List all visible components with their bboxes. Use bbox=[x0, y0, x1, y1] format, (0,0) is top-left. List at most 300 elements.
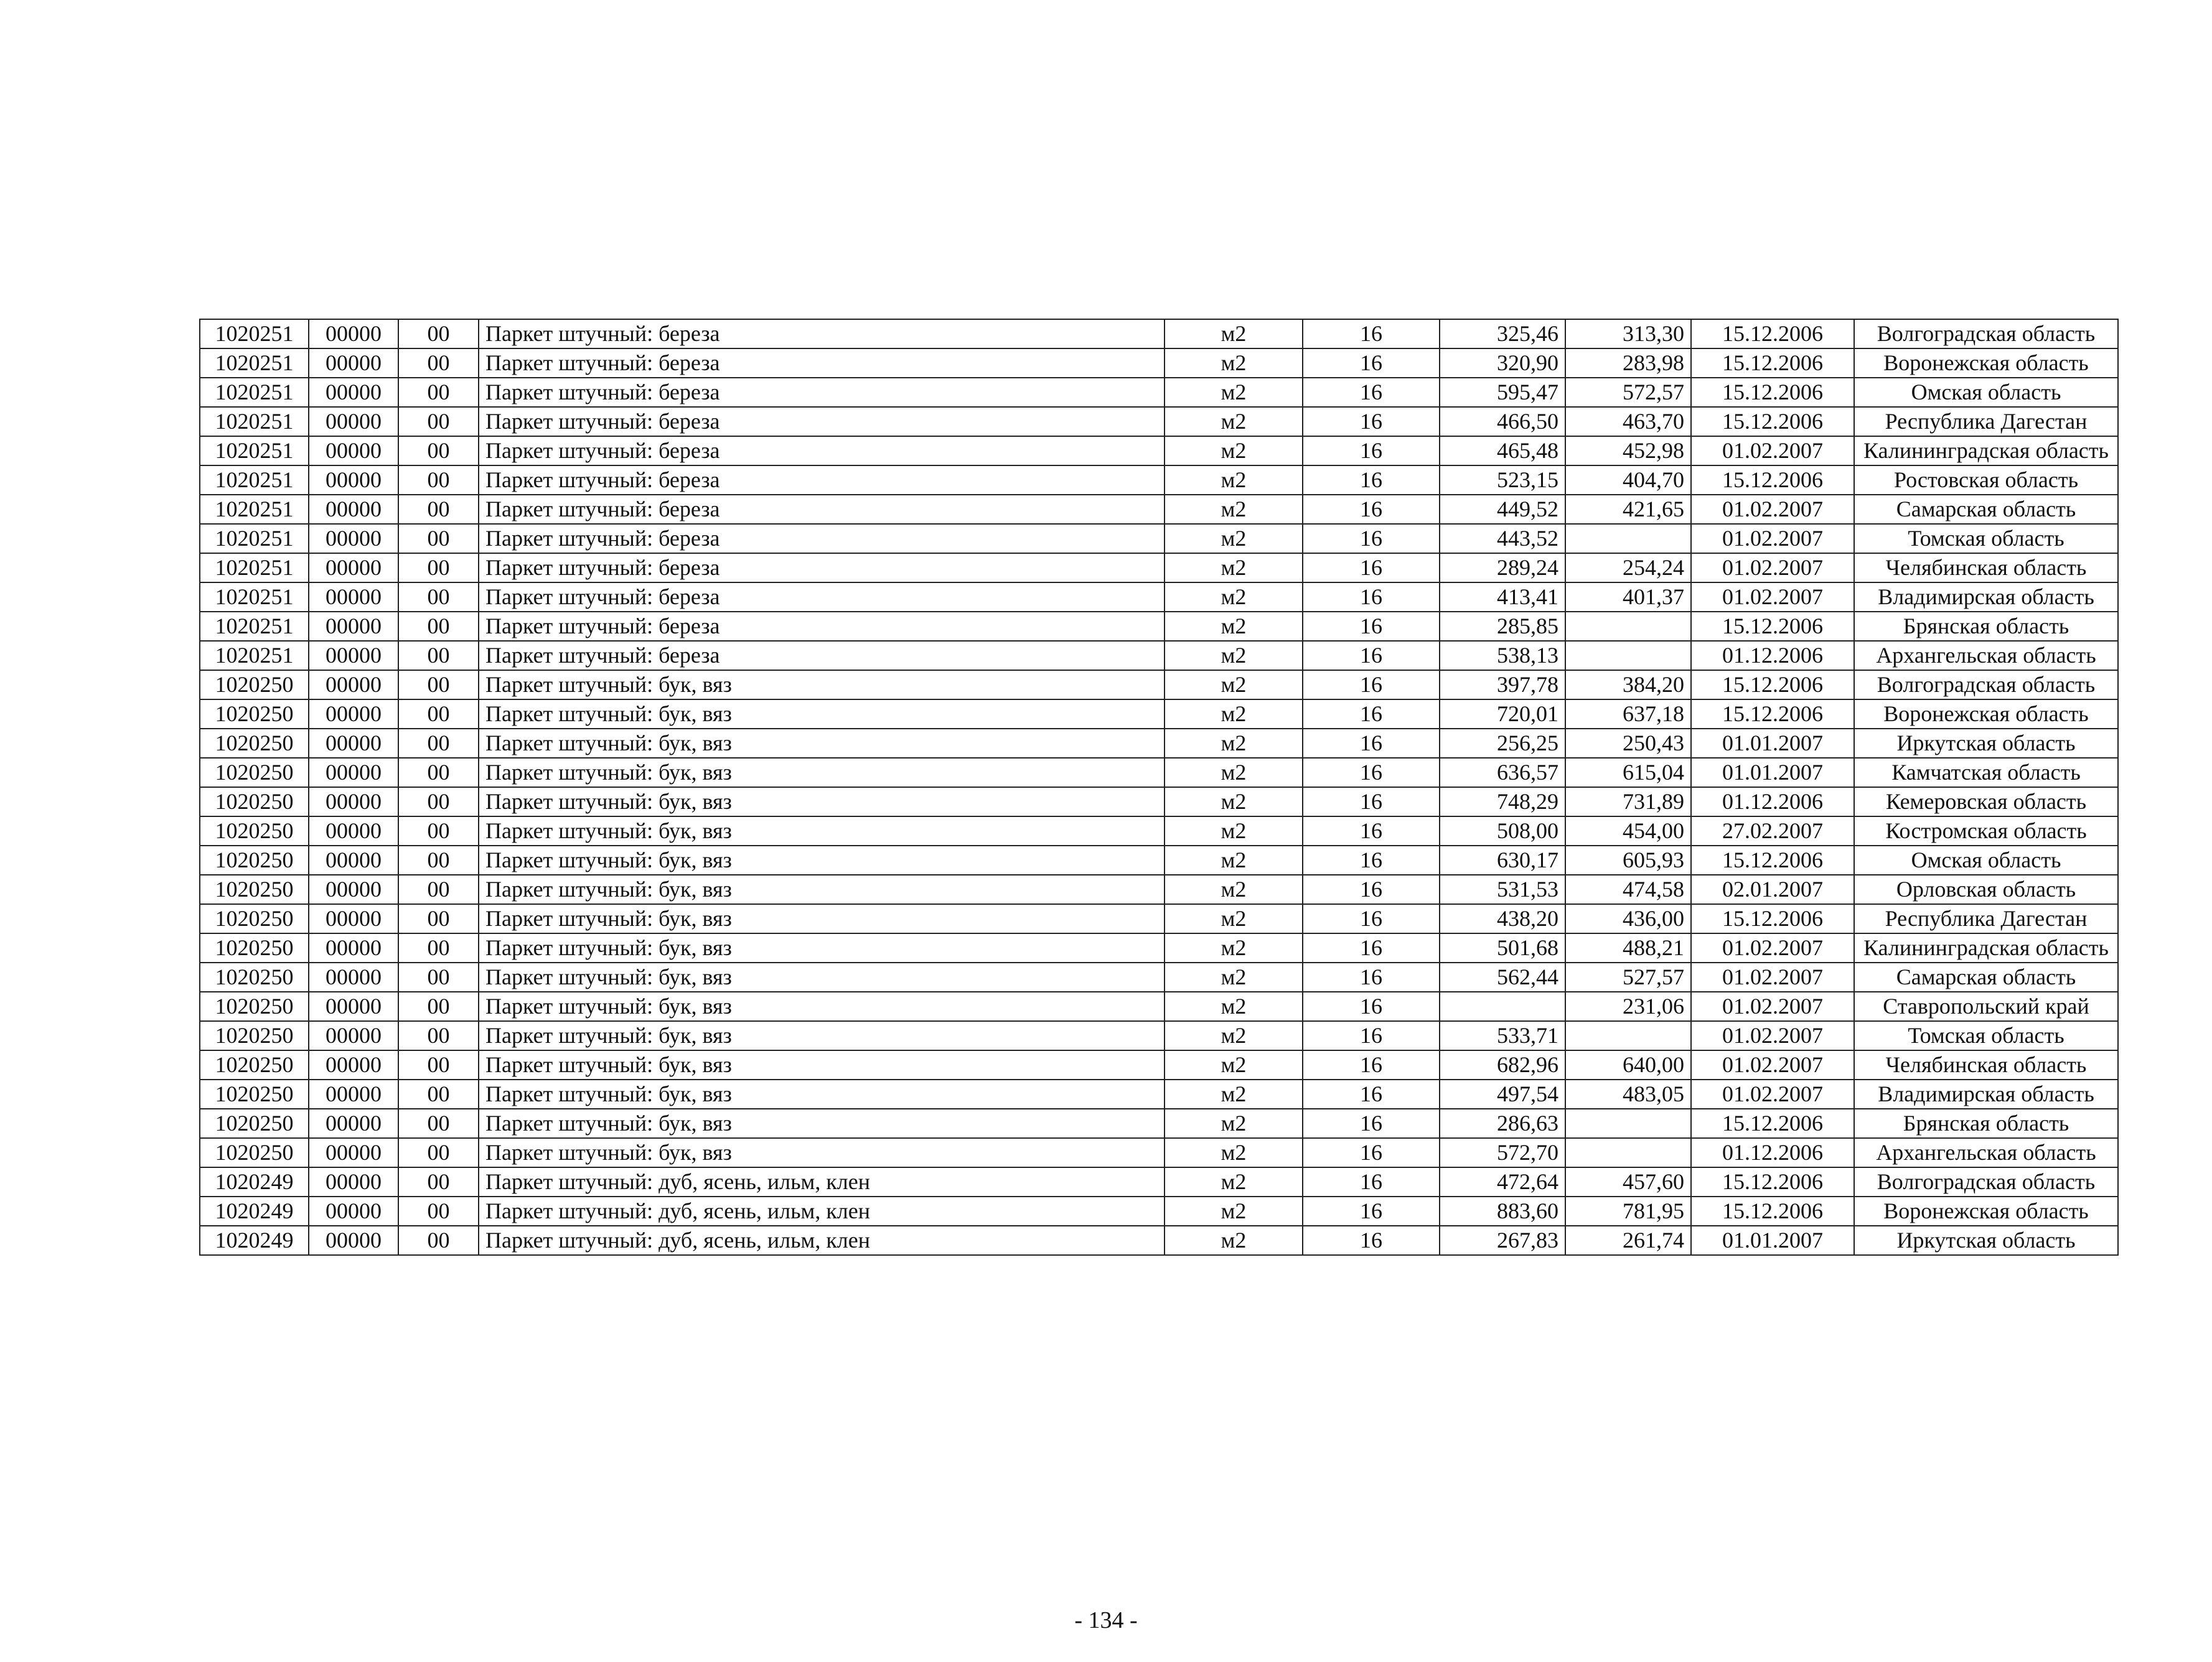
cell-price-1: 630,17 bbox=[1440, 846, 1565, 875]
cell-code: 1020251 bbox=[200, 612, 309, 641]
table-row bbox=[200, 904, 2118, 933]
cell-subcode: 00000 bbox=[309, 758, 398, 787]
cell-quantity: 16 bbox=[1303, 1050, 1440, 1080]
cell-code: 1020251 bbox=[200, 465, 309, 495]
cell-unit: м2 bbox=[1165, 1080, 1303, 1109]
cell-name: Паркет штучный: бук, вяз bbox=[479, 1080, 1165, 1109]
cell-subcode: 00000 bbox=[309, 904, 398, 933]
cell-subcode: 00000 bbox=[309, 729, 398, 758]
table-row bbox=[200, 553, 2118, 582]
table-row bbox=[200, 1080, 2118, 1109]
cell-date: 01.02.2007 bbox=[1691, 553, 1854, 582]
cell-date: 01.01.2007 bbox=[1691, 758, 1854, 787]
cell-price-2: 454,00 bbox=[1565, 816, 1691, 846]
cell-price-2: 637,18 bbox=[1565, 699, 1691, 729]
cell-name: Паркет штучный: бук, вяз bbox=[479, 875, 1165, 904]
cell-subcode: 00000 bbox=[309, 670, 398, 699]
cell-code: 1020250 bbox=[200, 787, 309, 816]
cell-suffix: 00 bbox=[398, 582, 479, 612]
table-row bbox=[200, 846, 2118, 875]
cell-region: Калининградская область bbox=[1854, 436, 2118, 465]
cell-quantity: 16 bbox=[1303, 582, 1440, 612]
page-number: - 134 - bbox=[1074, 1607, 1138, 1633]
cell-region: Омская область bbox=[1854, 378, 2118, 407]
cell-quantity: 16 bbox=[1303, 963, 1440, 992]
cell-date: 15.12.2006 bbox=[1691, 319, 1854, 348]
cell-unit: м2 bbox=[1165, 1050, 1303, 1080]
table-row bbox=[200, 992, 2118, 1021]
table-row bbox=[200, 1167, 2118, 1197]
cell-suffix: 00 bbox=[398, 436, 479, 465]
cell-code: 1020249 bbox=[200, 1197, 309, 1226]
cell-subcode: 00000 bbox=[309, 465, 398, 495]
table-row bbox=[200, 348, 2118, 378]
cell-price-2: 421,65 bbox=[1565, 495, 1691, 524]
cell-subcode: 00000 bbox=[309, 1138, 398, 1167]
cell-subcode: 00000 bbox=[309, 1197, 398, 1226]
cell-subcode: 00000 bbox=[309, 641, 398, 670]
cell-unit: м2 bbox=[1165, 582, 1303, 612]
cell-price-1: 466,50 bbox=[1440, 407, 1565, 436]
cell-unit: м2 bbox=[1165, 436, 1303, 465]
cell-price-2: 615,04 bbox=[1565, 758, 1691, 787]
cell-date: 15.12.2006 bbox=[1691, 612, 1854, 641]
cell-unit: м2 bbox=[1165, 1197, 1303, 1226]
cell-region: Костромская область bbox=[1854, 816, 2118, 846]
cell-suffix: 00 bbox=[398, 553, 479, 582]
cell-date: 01.02.2007 bbox=[1691, 495, 1854, 524]
cell-date: 27.02.2007 bbox=[1691, 816, 1854, 846]
cell-quantity: 16 bbox=[1303, 1109, 1440, 1138]
cell-unit: м2 bbox=[1165, 1167, 1303, 1197]
cell-date: 15.12.2006 bbox=[1691, 348, 1854, 378]
cell-price-2: 572,57 bbox=[1565, 378, 1691, 407]
cell-subcode: 00000 bbox=[309, 992, 398, 1021]
cell-region: Челябинская область bbox=[1854, 1050, 2118, 1080]
cell-price-2: 463,70 bbox=[1565, 407, 1691, 436]
cell-region: Иркутская область bbox=[1854, 729, 2118, 758]
cell-subcode: 00000 bbox=[309, 348, 398, 378]
cell-quantity: 16 bbox=[1303, 787, 1440, 816]
cell-quantity: 16 bbox=[1303, 378, 1440, 407]
cell-date: 15.12.2006 bbox=[1691, 407, 1854, 436]
cell-suffix: 00 bbox=[398, 1050, 479, 1080]
cell-price-2 bbox=[1565, 1109, 1691, 1138]
cell-price-1: 508,00 bbox=[1440, 816, 1565, 846]
cell-price-1: 720,01 bbox=[1440, 699, 1565, 729]
cell-region: Республика Дагестан bbox=[1854, 904, 2118, 933]
cell-region: Омская область bbox=[1854, 846, 2118, 875]
cell-name: Паркет штучный: береза bbox=[479, 495, 1165, 524]
cell-unit: м2 bbox=[1165, 553, 1303, 582]
cell-suffix: 00 bbox=[398, 729, 479, 758]
cell-price-1: 501,68 bbox=[1440, 933, 1565, 963]
cell-unit: м2 bbox=[1165, 963, 1303, 992]
cell-name: Паркет штучный: бук, вяз bbox=[479, 933, 1165, 963]
cell-name: Паркет штучный: береза bbox=[479, 641, 1165, 670]
cell-name: Паркет штучный: дуб, ясень, ильм, клен bbox=[479, 1167, 1165, 1197]
cell-region: Челябинская область bbox=[1854, 553, 2118, 582]
cell-suffix: 00 bbox=[398, 670, 479, 699]
cell-date: 01.02.2007 bbox=[1691, 1021, 1854, 1050]
cell-region: Томская область bbox=[1854, 1021, 2118, 1050]
cell-price-2 bbox=[1565, 1021, 1691, 1050]
cell-code: 1020251 bbox=[200, 436, 309, 465]
cell-unit: м2 bbox=[1165, 465, 1303, 495]
cell-subcode: 00000 bbox=[309, 1050, 398, 1080]
cell-unit: м2 bbox=[1165, 904, 1303, 933]
cell-region: Волгоградская область bbox=[1854, 670, 2118, 699]
cell-price-2 bbox=[1565, 641, 1691, 670]
cell-price-1: 397,78 bbox=[1440, 670, 1565, 699]
cell-suffix: 00 bbox=[398, 992, 479, 1021]
cell-code: 1020250 bbox=[200, 1050, 309, 1080]
cell-price-1: 572,70 bbox=[1440, 1138, 1565, 1167]
cell-suffix: 00 bbox=[398, 348, 479, 378]
cell-name: Паркет штучный: береза bbox=[479, 582, 1165, 612]
cell-quantity: 16 bbox=[1303, 670, 1440, 699]
cell-date: 15.12.2006 bbox=[1691, 378, 1854, 407]
cell-price-1: 438,20 bbox=[1440, 904, 1565, 933]
table-row bbox=[200, 495, 2118, 524]
cell-price-2: 384,20 bbox=[1565, 670, 1691, 699]
cell-name: Паркет штучный: бук, вяз bbox=[479, 699, 1165, 729]
cell-subcode: 00000 bbox=[309, 1109, 398, 1138]
cell-price-1: 531,53 bbox=[1440, 875, 1565, 904]
cell-date: 15.12.2006 bbox=[1691, 846, 1854, 875]
cell-unit: м2 bbox=[1165, 1226, 1303, 1255]
cell-suffix: 00 bbox=[398, 641, 479, 670]
cell-date: 15.12.2006 bbox=[1691, 1167, 1854, 1197]
cell-subcode: 00000 bbox=[309, 436, 398, 465]
cell-code: 1020250 bbox=[200, 1109, 309, 1138]
cell-date: 15.12.2006 bbox=[1691, 904, 1854, 933]
cell-name: Паркет штучный: бук, вяз bbox=[479, 816, 1165, 846]
cell-code: 1020250 bbox=[200, 875, 309, 904]
cell-price-2: 474,58 bbox=[1565, 875, 1691, 904]
cell-date: 01.02.2007 bbox=[1691, 963, 1854, 992]
cell-unit: м2 bbox=[1165, 670, 1303, 699]
cell-price-2: 605,93 bbox=[1565, 846, 1691, 875]
cell-unit: м2 bbox=[1165, 1138, 1303, 1167]
cell-region: Владимирская область bbox=[1854, 1080, 2118, 1109]
price-table bbox=[199, 319, 2119, 1256]
cell-price-1: 497,54 bbox=[1440, 1080, 1565, 1109]
cell-price-2: 254,24 bbox=[1565, 553, 1691, 582]
cell-date: 01.02.2007 bbox=[1691, 436, 1854, 465]
cell-suffix: 00 bbox=[398, 758, 479, 787]
cell-unit: м2 bbox=[1165, 758, 1303, 787]
cell-price-1: 562,44 bbox=[1440, 963, 1565, 992]
cell-date: 15.12.2006 bbox=[1691, 670, 1854, 699]
cell-suffix: 00 bbox=[398, 612, 479, 641]
cell-code: 1020250 bbox=[200, 1021, 309, 1050]
cell-quantity: 16 bbox=[1303, 348, 1440, 378]
cell-price-2: 404,70 bbox=[1565, 465, 1691, 495]
cell-price-1: 325,46 bbox=[1440, 319, 1565, 348]
cell-region: Калининградская область bbox=[1854, 933, 2118, 963]
table-row bbox=[200, 933, 2118, 963]
table-row bbox=[200, 963, 2118, 992]
cell-price-1: 595,47 bbox=[1440, 378, 1565, 407]
cell-suffix: 00 bbox=[398, 407, 479, 436]
cell-price-2: 731,89 bbox=[1565, 787, 1691, 816]
table-row bbox=[200, 465, 2118, 495]
cell-unit: м2 bbox=[1165, 1109, 1303, 1138]
cell-code: 1020250 bbox=[200, 729, 309, 758]
cell-price-1: 533,71 bbox=[1440, 1021, 1565, 1050]
cell-price-2: 261,74 bbox=[1565, 1226, 1691, 1255]
cell-price-1: 636,57 bbox=[1440, 758, 1565, 787]
cell-subcode: 00000 bbox=[309, 963, 398, 992]
cell-subcode: 00000 bbox=[309, 524, 398, 553]
cell-suffix: 00 bbox=[398, 846, 479, 875]
cell-code: 1020250 bbox=[200, 963, 309, 992]
cell-quantity: 16 bbox=[1303, 612, 1440, 641]
cell-subcode: 00000 bbox=[309, 846, 398, 875]
cell-code: 1020251 bbox=[200, 553, 309, 582]
cell-date: 01.02.2007 bbox=[1691, 933, 1854, 963]
cell-unit: м2 bbox=[1165, 787, 1303, 816]
cell-code: 1020249 bbox=[200, 1167, 309, 1197]
cell-code: 1020249 bbox=[200, 1226, 309, 1255]
cell-unit: м2 bbox=[1165, 875, 1303, 904]
cell-quantity: 16 bbox=[1303, 495, 1440, 524]
cell-suffix: 00 bbox=[398, 1080, 479, 1109]
cell-name: Паркет штучный: береза bbox=[479, 553, 1165, 582]
cell-price-1: 472,64 bbox=[1440, 1167, 1565, 1197]
cell-unit: м2 bbox=[1165, 933, 1303, 963]
cell-name: Паркет штучный: береза bbox=[479, 465, 1165, 495]
table-row bbox=[200, 612, 2118, 641]
cell-name: Паркет штучный: бук, вяз bbox=[479, 729, 1165, 758]
cell-region: Орловская область bbox=[1854, 875, 2118, 904]
cell-name: Паркет штучный: береза bbox=[479, 378, 1165, 407]
cell-region: Архангельская область bbox=[1854, 1138, 2118, 1167]
cell-price-2 bbox=[1565, 612, 1691, 641]
table-row bbox=[200, 1021, 2118, 1050]
cell-region: Республика Дагестан bbox=[1854, 407, 2118, 436]
cell-name: Паркет штучный: дуб, ясень, ильм, клен bbox=[479, 1226, 1165, 1255]
cell-code: 1020251 bbox=[200, 319, 309, 348]
cell-quantity: 16 bbox=[1303, 1080, 1440, 1109]
cell-code: 1020250 bbox=[200, 816, 309, 846]
cell-subcode: 00000 bbox=[309, 378, 398, 407]
cell-unit: м2 bbox=[1165, 992, 1303, 1021]
cell-name: Паркет штучный: бук, вяз bbox=[479, 1109, 1165, 1138]
cell-name: Паркет штучный: бук, вяз bbox=[479, 992, 1165, 1021]
cell-price-2: 483,05 bbox=[1565, 1080, 1691, 1109]
cell-date: 15.12.2006 bbox=[1691, 1197, 1854, 1226]
cell-date: 02.01.2007 bbox=[1691, 875, 1854, 904]
cell-price-2: 231,06 bbox=[1565, 992, 1691, 1021]
cell-date: 01.01.2007 bbox=[1691, 729, 1854, 758]
cell-price-1: 883,60 bbox=[1440, 1197, 1565, 1226]
cell-price-1: 413,41 bbox=[1440, 582, 1565, 612]
cell-price-1: 256,25 bbox=[1440, 729, 1565, 758]
cell-suffix: 00 bbox=[398, 524, 479, 553]
cell-name: Паркет штучный: бук, вяз bbox=[479, 1021, 1165, 1050]
cell-date: 01.12.2006 bbox=[1691, 1138, 1854, 1167]
cell-code: 1020250 bbox=[200, 992, 309, 1021]
cell-price-2 bbox=[1565, 1138, 1691, 1167]
cell-name: Паркет штучный: береза bbox=[479, 348, 1165, 378]
cell-name: Паркет штучный: бук, вяз bbox=[479, 904, 1165, 933]
cell-unit: м2 bbox=[1165, 641, 1303, 670]
cell-subcode: 00000 bbox=[309, 699, 398, 729]
cell-price-1: 320,90 bbox=[1440, 348, 1565, 378]
cell-unit: м2 bbox=[1165, 816, 1303, 846]
cell-price-2: 436,00 bbox=[1565, 904, 1691, 933]
cell-quantity: 16 bbox=[1303, 846, 1440, 875]
cell-suffix: 00 bbox=[398, 1226, 479, 1255]
cell-region: Воронежская область bbox=[1854, 699, 2118, 729]
cell-subcode: 00000 bbox=[309, 319, 398, 348]
cell-subcode: 00000 bbox=[309, 582, 398, 612]
cell-region: Владимирская область bbox=[1854, 582, 2118, 612]
cell-suffix: 00 bbox=[398, 378, 479, 407]
table-row bbox=[200, 758, 2118, 787]
cell-date: 01.02.2007 bbox=[1691, 992, 1854, 1021]
cell-date: 01.02.2007 bbox=[1691, 1080, 1854, 1109]
cell-quantity: 16 bbox=[1303, 1226, 1440, 1255]
cell-date: 01.02.2007 bbox=[1691, 524, 1854, 553]
cell-date: 01.02.2007 bbox=[1691, 582, 1854, 612]
table-row bbox=[200, 787, 2118, 816]
cell-region: Брянская область bbox=[1854, 1109, 2118, 1138]
cell-quantity: 16 bbox=[1303, 1197, 1440, 1226]
cell-code: 1020250 bbox=[200, 1080, 309, 1109]
cell-price-2: 250,43 bbox=[1565, 729, 1691, 758]
cell-code: 1020251 bbox=[200, 378, 309, 407]
cell-date: 15.12.2006 bbox=[1691, 1109, 1854, 1138]
cell-date: 15.12.2006 bbox=[1691, 699, 1854, 729]
table-row bbox=[200, 729, 2118, 758]
cell-region: Волгоградская область bbox=[1854, 319, 2118, 348]
table-row bbox=[200, 875, 2118, 904]
cell-suffix: 00 bbox=[398, 495, 479, 524]
table-row bbox=[200, 436, 2118, 465]
cell-region: Воронежская область bbox=[1854, 348, 2118, 378]
cell-code: 1020251 bbox=[200, 582, 309, 612]
cell-region: Самарская область bbox=[1854, 495, 2118, 524]
table-row bbox=[200, 582, 2118, 612]
cell-price-1: 465,48 bbox=[1440, 436, 1565, 465]
cell-price-1: 285,85 bbox=[1440, 612, 1565, 641]
cell-price-1: 443,52 bbox=[1440, 524, 1565, 553]
cell-name: Паркет штучный: бук, вяз bbox=[479, 1050, 1165, 1080]
cell-date: 01.02.2007 bbox=[1691, 1050, 1854, 1080]
cell-subcode: 00000 bbox=[309, 1226, 398, 1255]
table-row bbox=[200, 1197, 2118, 1226]
cell-price-1: 449,52 bbox=[1440, 495, 1565, 524]
cell-code: 1020251 bbox=[200, 407, 309, 436]
cell-name: Паркет штучный: береза bbox=[479, 319, 1165, 348]
cell-code: 1020251 bbox=[200, 348, 309, 378]
cell-subcode: 00000 bbox=[309, 816, 398, 846]
cell-code: 1020250 bbox=[200, 670, 309, 699]
cell-quantity: 16 bbox=[1303, 933, 1440, 963]
cell-code: 1020251 bbox=[200, 524, 309, 553]
cell-date: 01.12.2006 bbox=[1691, 641, 1854, 670]
cell-price-2: 401,37 bbox=[1565, 582, 1691, 612]
cell-region: Воронежская область bbox=[1854, 1197, 2118, 1226]
cell-price-2: 452,98 bbox=[1565, 436, 1691, 465]
cell-suffix: 00 bbox=[398, 816, 479, 846]
cell-quantity: 16 bbox=[1303, 1021, 1440, 1050]
cell-name: Паркет штучный: береза bbox=[479, 612, 1165, 641]
cell-suffix: 00 bbox=[398, 963, 479, 992]
cell-quantity: 16 bbox=[1303, 1167, 1440, 1197]
cell-price-2: 457,60 bbox=[1565, 1167, 1691, 1197]
cell-code: 1020250 bbox=[200, 846, 309, 875]
cell-suffix: 00 bbox=[398, 1138, 479, 1167]
cell-quantity: 16 bbox=[1303, 407, 1440, 436]
cell-unit: м2 bbox=[1165, 1021, 1303, 1050]
cell-region: Брянская область bbox=[1854, 612, 2118, 641]
cell-suffix: 00 bbox=[398, 319, 479, 348]
table-row bbox=[200, 524, 2118, 553]
cell-quantity: 16 bbox=[1303, 553, 1440, 582]
table-row bbox=[200, 1138, 2118, 1167]
cell-subcode: 00000 bbox=[309, 1167, 398, 1197]
table-row bbox=[200, 816, 2118, 846]
cell-region: Самарская область bbox=[1854, 963, 2118, 992]
cell-subcode: 00000 bbox=[309, 495, 398, 524]
cell-name: Паркет штучный: береза bbox=[479, 524, 1165, 553]
cell-unit: м2 bbox=[1165, 378, 1303, 407]
cell-price-1: 289,24 bbox=[1440, 553, 1565, 582]
cell-suffix: 00 bbox=[398, 699, 479, 729]
cell-quantity: 16 bbox=[1303, 875, 1440, 904]
cell-code: 1020250 bbox=[200, 904, 309, 933]
cell-region: Волгоградская область bbox=[1854, 1167, 2118, 1197]
cell-suffix: 00 bbox=[398, 933, 479, 963]
cell-region: Камчатская область bbox=[1854, 758, 2118, 787]
cell-date: 01.01.2007 bbox=[1691, 1226, 1854, 1255]
cell-quantity: 16 bbox=[1303, 641, 1440, 670]
cell-unit: м2 bbox=[1165, 524, 1303, 553]
cell-subcode: 00000 bbox=[309, 787, 398, 816]
cell-region: Иркутская область bbox=[1854, 1226, 2118, 1255]
cell-name: Паркет штучный: дуб, ясень, ильм, клен bbox=[479, 1197, 1165, 1226]
cell-quantity: 16 bbox=[1303, 319, 1440, 348]
cell-name: Паркет штучный: бук, вяз bbox=[479, 670, 1165, 699]
cell-suffix: 00 bbox=[398, 1109, 479, 1138]
cell-suffix: 00 bbox=[398, 1021, 479, 1050]
cell-quantity: 16 bbox=[1303, 904, 1440, 933]
cell-unit: м2 bbox=[1165, 319, 1303, 348]
cell-price-1: 682,96 bbox=[1440, 1050, 1565, 1080]
cell-subcode: 00000 bbox=[309, 933, 398, 963]
cell-name: Паркет штучный: бук, вяз bbox=[479, 758, 1165, 787]
cell-suffix: 00 bbox=[398, 904, 479, 933]
cell-price-2: 640,00 bbox=[1565, 1050, 1691, 1080]
cell-price-2: 313,30 bbox=[1565, 319, 1691, 348]
cell-price-1: 748,29 bbox=[1440, 787, 1565, 816]
cell-price-2 bbox=[1565, 524, 1691, 553]
cell-date: 15.12.2006 bbox=[1691, 465, 1854, 495]
cell-unit: м2 bbox=[1165, 699, 1303, 729]
cell-region: Томская область bbox=[1854, 524, 2118, 553]
cell-quantity: 16 bbox=[1303, 1138, 1440, 1167]
table-row bbox=[200, 1050, 2118, 1080]
cell-unit: м2 bbox=[1165, 612, 1303, 641]
cell-name: Паркет штучный: бук, вяз bbox=[479, 1138, 1165, 1167]
cell-unit: м2 bbox=[1165, 729, 1303, 758]
cell-price-2: 488,21 bbox=[1565, 933, 1691, 963]
cell-subcode: 00000 bbox=[309, 407, 398, 436]
